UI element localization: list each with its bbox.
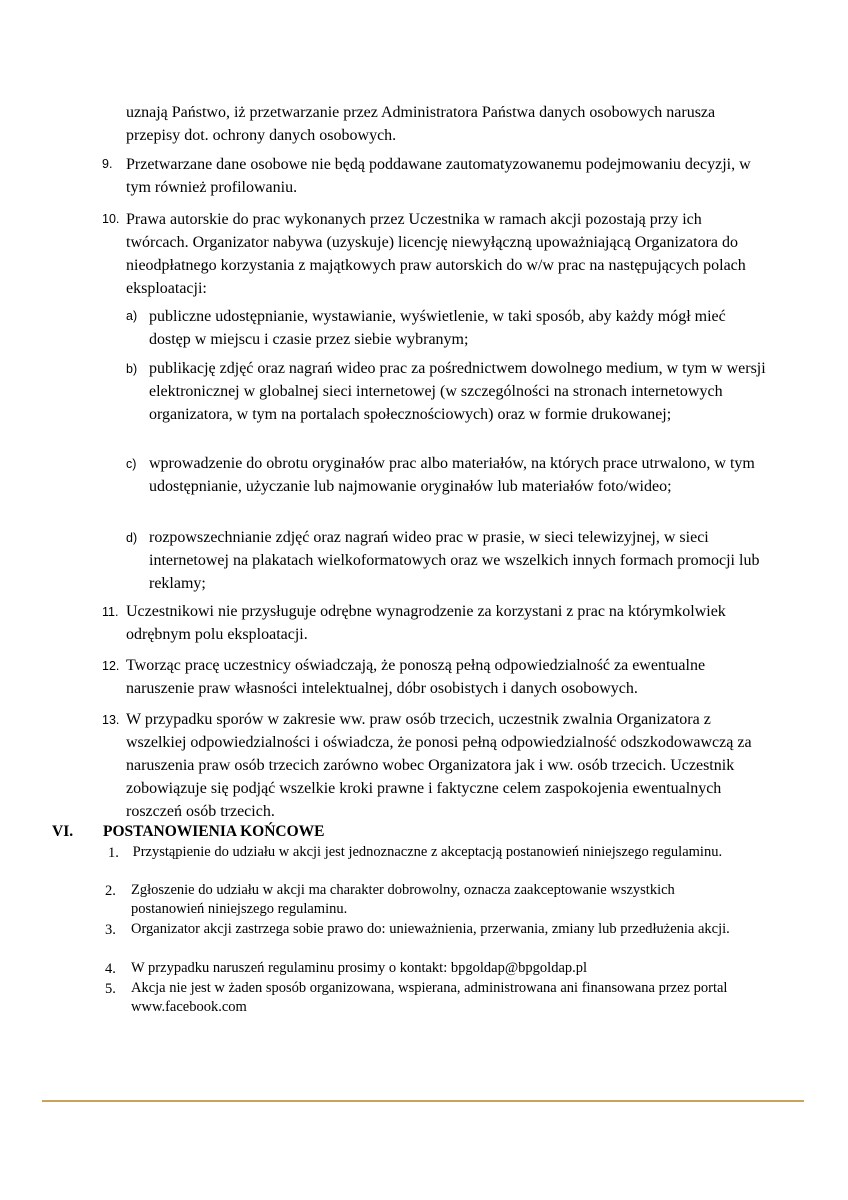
section-item-number: 2. [105,883,116,899]
sublist-item-letter: a) [126,309,138,323]
section-item-number: 4. [105,961,116,977]
section-item-number: 3. [105,922,116,938]
list-item-number: 10. [102,212,120,226]
sublist-item-text: publiczne udostępnianie, wystawianie, wyświetlenie, w taki sposób, aby każdy mógł mieć dostęp w miejscu i czasie przez siebie wybranym; [149,308,726,348]
section-item-text: Zgłoszenie do udziału w akcji ma charakter dobrowolny, oznacza zaakceptowanie wszystkich postanowień niniejszego regulaminu. [131,882,675,917]
continuation-paragraph: uznają Państwo, iż przetwarzanie przez Administratora Państwa danych osobowych narusza przepisy dot. ochrony danych osobowych. [126,104,716,144]
section-item-text: Przystąpienie do udziału w akcji jest jednoznaczne z akceptacją postanowień niniejszego regulaminu. [129,844,723,860]
list-item-number: 12. [102,659,120,673]
section-title: POSTANOWIENIA KOŃCOWE [103,823,325,840]
section-number: VI. [52,823,74,840]
list-item-text: Tworząc pracę uczestnicy oświadczają, że ponoszą pełną odpowiedzialność za ewentualne naruszenie praw własności intelektualnej, dóbr osobistych i danych osobowych. [126,657,706,697]
footer-divider [42,1100,804,1102]
sublist-item-text: wprowadzenie do obrotu oryginałów prac albo materiałów, na których prace utrwalono, w tym udostępnianie, użyczanie lub najmowanie oryginałów lub materiałów foto/wideo; [149,455,755,495]
list-item-number: 9. [102,157,113,171]
sublist-item-text: publikację zdjęć oraz nagrań wideo prac za pośrednictwem dowolnego medium, w tym w wersji elektronicznej w globalnej sieci internetowej (w szczególności na stronach internetowych organizatora, w tym na portalach społecznościowych) oraz w formie drukowanej; [149,360,766,423]
section-item-text: Organizator akcji zastrzega sobie prawo do: unieważnienia, przerwania, zmiany lub przedłużenia akcji. [131,921,730,937]
list-item-text: Prawa autorskie do prac wykonanych przez Uczestnika w ramach akcji pozostają przy ich twórcach. Organizator nabywa (uzyskuje) licencję niewyłączną upoważniającą Organizatora do nieodpłatnego korzystania z majątkowych praw autorskich do w/w prac na następujących polach eksploatacji: [126,211,746,297]
section-item-number: 5. [105,981,116,997]
section-item-text: Akcja nie jest w żaden sposób organizowana, wspierana, administrowana ani finansowana przez portal www.facebook.com [131,980,728,1015]
list-item-number: 11. [102,605,119,619]
sublist-item-letter: d) [126,531,138,545]
list-item-number: 13. [102,713,120,727]
sublist-item-letter: b) [126,362,138,376]
list-item-text: Uczestnikowi nie przysługuje odrębne wynagrodzenie za korzystani z prac na którymkolwiek odrębnym polu eksploatacji. [126,603,726,643]
sublist-item-letter: c) [126,457,137,471]
sublist-item-text: rozpowszechnianie zdjęć oraz nagrań wideo prac w prasie, w sieci telewizyjnej, w sieci internetowej na plakatach wielkoformatowych oraz we wszelkich innych formach promocji lub reklamy; [149,529,760,592]
list-item-text: W przypadku sporów w zakresie ww. praw osób trzecich, uczestnik zwalnia Organizatora z wszelkiej odpowiedzialności i oświadcza, że ponosi pełną odpowiedzialność odszkodowawczą za naruszenia praw osób trzecich zarówno wobec Organizatora jak i ww. osób trzecich. Uczestnik zobowiązuje się podjąć wszelkie kroki prawne i faktyczne celem zaspokojenia ewentualnych roszczeń osób trzecich. [126,711,752,820]
list-item-text: Przetwarzane dane osobowe nie będą poddawane zautomatyzowanemu podejmowaniu decyzji, w tym również profilowaniu. [126,156,751,196]
section-item-text: W przypadku naruszeń regulaminu prosimy o kontakt: bpgoldap@bpgoldap.pl [131,960,588,976]
section-item-number: 1. [108,845,119,861]
